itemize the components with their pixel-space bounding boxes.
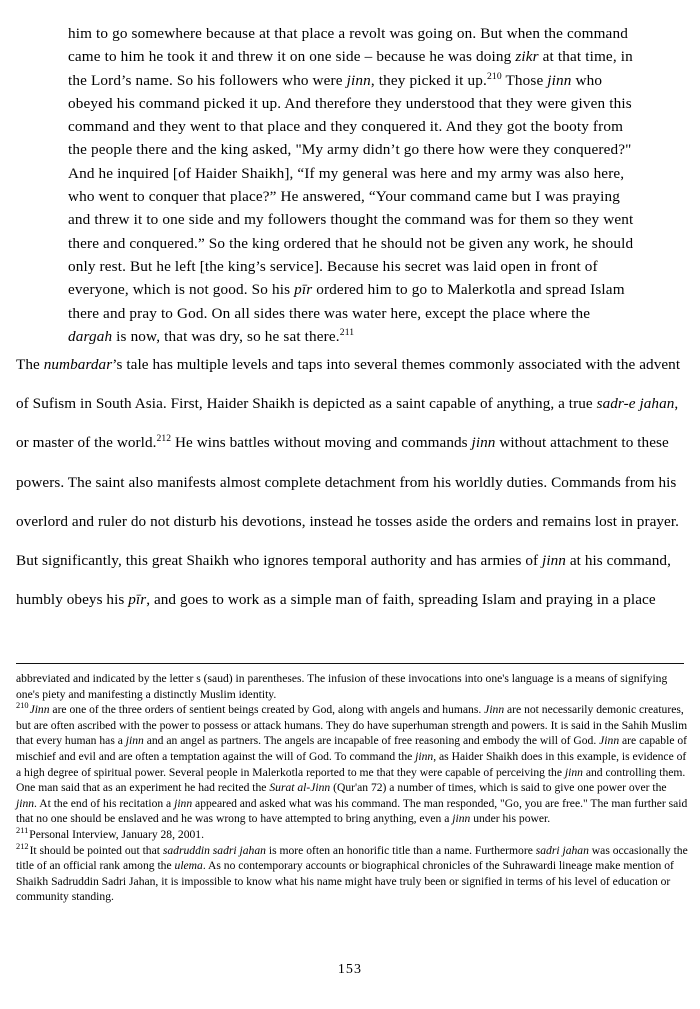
text-run: are one of the three orders of sentient beings created by God, along with angels and humans. <box>49 703 485 717</box>
body-paragraph <box>16 345 688 619</box>
italic-term: dargah <box>68 327 113 345</box>
text-run: Personal Interview, January 28, 2001. <box>29 827 204 841</box>
text-run: abbreviated and indicated by the letter s (saud) in parentheses. The infusion of these invocations into one's language is a means of signifying one's piety and manifesting a distinctly Muslim identity. <box>16 672 668 701</box>
footnote-reference[interactable]: 211 <box>339 326 355 338</box>
italic-term: pīr <box>294 281 313 299</box>
text-run: Those <box>501 71 548 89</box>
text-run: , and goes to work as a simple man of faith, spreading Islam and praying in a place <box>146 591 656 609</box>
text-run: without attachment to these powers. The saint also manifests almost complete detachment from his worldly duties. Commands from his overlord and ruler do not disturb his devotions, instead he tosses aside the orders and remains lost in prayer. But significantly, this great Shaikh who ignores temporal authority and has armies of <box>16 434 680 570</box>
text-run: , they picked it up. <box>370 71 487 89</box>
text-run: and controlling them. One man said that as an experiment he had recited the <box>16 765 686 795</box>
text-run: was occasionally the title of an official rank among the <box>16 843 688 873</box>
italic-term: jinn <box>452 812 471 826</box>
italic-term: jinn <box>542 552 566 570</box>
text-run: ordered him to go to Malerkotla and spread Islam there and pray to God. On all sides there was water here, except the place where the <box>68 281 625 322</box>
italic-term: Jinn <box>599 734 620 748</box>
text-run: . At the end of his recitation a <box>34 796 175 810</box>
italic-term: jinn <box>547 71 572 89</box>
italic-term: zikr <box>515 48 539 66</box>
text-run: , or master of the world. <box>16 395 679 452</box>
italic-term: sadruddin sadri jahan <box>162 843 266 857</box>
italic-term: jinn <box>125 734 144 748</box>
text-run: (Qur'an 72) a number of times, which is said to give one power over the <box>330 781 667 795</box>
italic-term: jinn <box>415 749 434 763</box>
text-run: is more often an honorific title than a name. Furthermore <box>265 843 536 857</box>
footnote-210 <box>16 702 688 827</box>
block-quotation <box>68 22 638 348</box>
footnote-continuation <box>16 671 688 702</box>
italic-term: jinn <box>564 765 583 779</box>
italic-term: jinn <box>174 796 193 810</box>
italic-term: ulema <box>174 859 203 873</box>
italic-term: Jinn <box>29 703 50 717</box>
text-run: and an angel as partners. The angels are incapable of free reasoning and embody the will of God. <box>143 734 600 748</box>
text-run: who obeyed his command picked it up. And therefore they understood that they were given this command and they went to that place and they conquered it. And they got the booty from the people there and the king asked, "My army didn’t go there how were they conquered?" And he inquired [of Haider Shaikh], “If my general was here and my army was also here, who went to conquer that place?” He answered, “Your command came but I was praying and threw it to one side and my followers thought the command was for them so they went there and conquered.” So the king ordered that he should not be given any work, he should only rest. But he left [the king’s service]. Because his secret was laid open in front of everyone, which is not good. So his <box>68 71 634 299</box>
footnote-number: 211 <box>16 826 29 836</box>
text-run: . As no contemporary accounts or biographical chronicles of the Suhrawardi lineage make mention of Shaikh Sadruddin Sadri Jahan, it is impossible to know what his name might have truly been or signified in terms of his level of education or community standing. <box>16 859 674 904</box>
italic-term: sadr-e jahan <box>596 395 675 413</box>
italic-term: jinn <box>346 71 371 89</box>
italic-term: pīr <box>128 591 147 609</box>
footnote-reference[interactable]: 212 <box>156 433 172 445</box>
italic-term: sadri jahan <box>535 843 589 857</box>
text-run: him to go somewhere because at that place a revolt was going on. But when the command came to him he took it and threw it on one side – because he was doing <box>68 25 628 66</box>
text-run: are not necessarily demonic creatures, but are often ascribed with the power to possess or attack humans. They do have superhuman strength and powers. It is said in the Sahih Muslim that every human has a <box>16 703 688 748</box>
italic-term: Surat al-Jinn <box>269 781 331 795</box>
text-run: , as Haider Shaikh does in this example, is evidence of a high degree of spiritual power. Several people in Malerkotla reported to me that they were capable of perceiving the <box>16 749 687 779</box>
footnotes-section <box>16 671 688 905</box>
footnote-212 <box>16 843 688 905</box>
page-number: 153 <box>337 962 363 977</box>
text-run: under his power. <box>470 812 551 826</box>
text-run: is now, that was dry, so he sat there. <box>112 327 340 345</box>
text-run: ’s tale has multiple levels and taps into several themes commonly associated with the advent of Sufism in South Asia. First, Haider Shaikh is depicted as a saint capable of anything, a true <box>16 356 681 413</box>
italic-term: jinn <box>16 796 35 810</box>
italic-term: Jinn <box>484 703 505 717</box>
italic-term: numbardar <box>43 356 113 373</box>
text-run: at that time, in the Lord’s name. So his followers who were <box>68 48 633 89</box>
footnote-reference[interactable]: 210 <box>486 70 502 82</box>
text-run: appeared and asked what was his command. The man responded, "Go, you are free." The man further said that no one should be enslaved and he was wrong to have attempted to bring anything, even a <box>16 796 688 826</box>
footnote-number: 210 <box>16 701 29 711</box>
footnote-211 <box>16 827 688 843</box>
text-run: are capable of mischief and evil and are often a temptation against the will of God. To command the <box>16 734 688 763</box>
text-run: at his command, humbly obeys his <box>16 552 671 609</box>
footnote-separator-rule <box>16 663 684 664</box>
text-run: He wins battles without moving and commands <box>171 434 472 452</box>
italic-term: jinn <box>471 434 496 452</box>
footnote-number: 212 <box>16 841 29 851</box>
text-run: It should be pointed out that <box>29 843 163 857</box>
text-run: The <box>16 356 44 373</box>
